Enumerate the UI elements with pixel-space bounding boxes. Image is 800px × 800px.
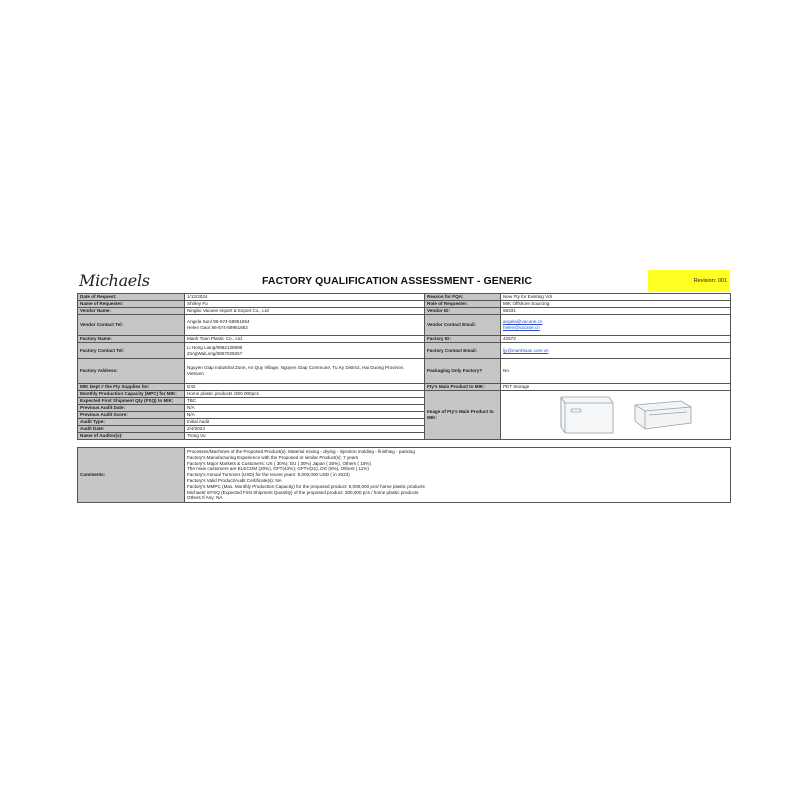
field-value: New Fty for Existing Vdr <box>501 294 731 301</box>
field-label: Previous Audit Score: <box>78 412 185 419</box>
comments-table <box>77 447 731 503</box>
clear-plastic-storage-bin-image <box>531 393 701 437</box>
field-value: Manh Toan Plastic Co., Ltd. <box>185 336 425 343</box>
field-value: Ningbo Vacane Import & Export Co., Ltd <box>185 308 425 315</box>
email-link[interactable]: ljy@manhtoan.com.vn <box>503 347 549 353</box>
email-link[interactable]: helen@vacane.cn <box>503 325 540 330</box>
field-label: Expected First Shipment Qty (FSQ) to MIK: <box>78 398 185 405</box>
assessment-form-table <box>77 293 731 440</box>
field-label: MIK Dept # the Fty Supplies for: <box>78 384 185 391</box>
comment-line: Others If Any: NA <box>187 495 223 501</box>
comment-line: Processes/Machines of the Proposed Product(s): Material mixing - drying - injection molding - finishing - packing <box>187 449 415 454</box>
contact-line: Helen Gao/ 86-574-59951662 <box>187 325 248 330</box>
field-value: No <box>501 359 731 384</box>
comment-line: Factory's Annual Turnover (USD) for the recent years: 5,000,000 USD ( in 2023) <box>187 472 350 478</box>
field-label: Factory ID: <box>425 336 501 343</box>
field-value: Nguyen Giap Industrial Zone, An Quy Village, Nguyen Giap Commune, Tu Ky District, Hai Duong Province, Vietnam <box>185 359 425 384</box>
field-label: Factory Name: <box>78 336 185 343</box>
field-label: Audit Date: <box>78 426 185 433</box>
field-label: Vendor ID: <box>425 308 501 315</box>
product-image-cell <box>501 391 731 440</box>
field-label: Image of Fty's Main Product to MIK: <box>425 391 501 440</box>
field-label: Factory Contact Email: <box>425 343 501 359</box>
field-label: Packaging Only Factory? <box>425 359 501 384</box>
comments-label: Comments: <box>78 448 185 503</box>
field-label: Monthly Production Capacity (MPC) for MIK: <box>78 391 185 398</box>
field-value: Initial Audit <box>185 419 425 426</box>
table-row <box>78 308 731 315</box>
field-value: TBC <box>185 398 425 405</box>
table-row <box>78 448 731 503</box>
contact-line: Li Hong Liang/0982135998 <box>187 344 243 350</box>
table-row <box>78 391 731 398</box>
revision-badge: Revision: 001 <box>648 270 730 292</box>
field-value: MIK Offshore Sourcing <box>501 301 731 308</box>
fqa-sheet <box>77 270 730 503</box>
table-row <box>78 315 731 336</box>
comment-line: Factory's Valid Product/Audit Certificate(s): NA <box>187 477 282 483</box>
field-value <box>185 315 425 336</box>
field-label: Date of Request: <box>78 294 185 301</box>
field-label: Factory Contact Tel: <box>78 343 185 359</box>
comment-line: Factory's Major Markets & Customers: US ( 30%); EU ( 30%) Japan ( 30%), Others ( 10%) <box>187 460 371 466</box>
comment-line: Factory's MMPC (Max. Monthly Production Capacity) for the proposed product: 6,000,000 pcs/ home plastic products <box>187 483 425 489</box>
comments-text <box>185 448 731 503</box>
field-label: Name of Auditor(s): <box>78 433 185 440</box>
field-value <box>185 343 425 359</box>
comment-line: Factory's Manufacturing Experience with the Proposed or similar Product(s): 7 years <box>187 454 359 460</box>
field-label: Role of Requester: <box>425 301 501 308</box>
table-row <box>78 343 731 359</box>
table-row <box>78 359 731 384</box>
comment-line: The main customers are ELECOM (20%), GFT(43%); GFTV(21), DG (5%), Others ( 11%) <box>187 466 369 472</box>
header <box>77 270 730 292</box>
field-value: N/A <box>185 405 425 412</box>
field-value: 58331 <box>501 308 731 315</box>
page-title: FACTORY QUALIFICATION ASSESSMENT - GENERIC <box>262 275 533 287</box>
table-row <box>78 294 731 301</box>
field-value: N/A <box>185 412 425 419</box>
field-label: Fty's Main Product to MIK: <box>425 384 501 391</box>
field-label: Vendor Contact Tel: <box>78 315 185 336</box>
field-value: Shirley Fu <box>185 301 425 308</box>
field-label: Vendor Name: <box>78 308 185 315</box>
comment-line: Michaels' EFSQ (Expected First Shipment Quantity) of the proposed product: 300,000 pcs / home plastic products <box>187 489 419 495</box>
field-label: Vendor Contact Email: <box>425 315 501 336</box>
field-value: Trong Vu <box>185 433 425 440</box>
field-value <box>501 343 731 359</box>
table-row <box>78 336 731 343</box>
field-value: Home plastic products /300 000pcs <box>185 391 425 398</box>
email-link[interactable]: angela@vacane.cn <box>503 319 543 325</box>
field-value: PET Storage <box>501 384 731 391</box>
field-label: Previous Audit Date: <box>78 405 185 412</box>
table-row <box>78 384 731 391</box>
field-value: 1/12/2024 <box>185 294 425 301</box>
field-value <box>501 315 731 336</box>
contact-line: ZongWaiLong/0867028257 <box>187 350 243 356</box>
field-value: 2/4/2024 <box>185 426 425 433</box>
table-row <box>78 301 731 308</box>
field-value: 42572 <box>501 336 731 343</box>
field-label: Factory Address: <box>78 359 185 384</box>
field-label: Audit Type: <box>78 419 185 426</box>
contact-line: Angela Sun/ 86-574-59951654 <box>187 319 250 325</box>
field-label: Name of Requester: <box>78 301 185 308</box>
field-label: Reason for FQA: <box>425 294 501 301</box>
michaels-logo: Michaels <box>79 271 150 290</box>
field-value: D42 <box>185 384 425 391</box>
